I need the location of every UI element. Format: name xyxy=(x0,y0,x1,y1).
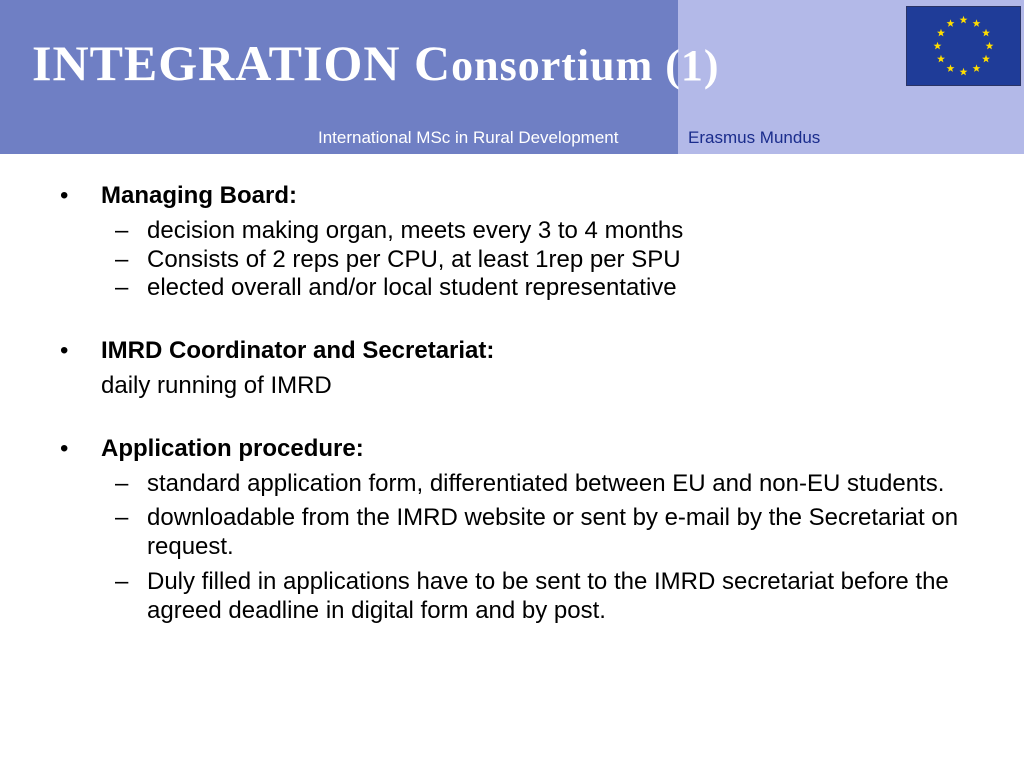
bullet-heading: IMRD Coordinator and Secretariat: xyxy=(101,337,495,365)
bullet-heading: Application procedure: xyxy=(101,434,364,462)
list-item xyxy=(60,274,960,303)
dash: – xyxy=(115,216,129,244)
dash: – xyxy=(115,504,129,532)
slide-title xyxy=(32,35,720,91)
program-name: International MSc in Rural Development xyxy=(318,128,619,147)
list-item xyxy=(60,568,960,626)
list-item-text: Consists of 2 reps per CPU, at least 1rep per SPU xyxy=(147,245,681,273)
bullet-managing-board xyxy=(60,182,960,211)
eu-flag-graphic xyxy=(907,7,1020,85)
bullet-heading: Managing Board: xyxy=(101,182,297,209)
list-item-text: elected overall and/or local student representative xyxy=(147,274,677,302)
dash: – xyxy=(115,245,129,273)
coordinator-text: daily running of IMRD xyxy=(101,371,332,399)
bullet-dot: • xyxy=(60,434,69,462)
list-item xyxy=(60,246,960,275)
bullet-dot: • xyxy=(60,182,69,209)
bullet-application xyxy=(60,435,960,464)
dash: – xyxy=(115,274,129,302)
dash: – xyxy=(115,567,129,595)
list-item-text: downloadable from the IMRD website or sent by e-mail by the Secretariat on request. xyxy=(147,504,959,561)
list-item-text: decision making organ, meets every 3 to 4 months xyxy=(147,216,684,244)
list-item-text: Duly filled in applications have to be sent to the IMRD secretariat before the agreed deadline in digital form and by post. xyxy=(147,567,949,624)
list-item xyxy=(60,504,960,562)
list-item xyxy=(60,470,960,499)
programme-brand: Erasmus Mundus xyxy=(688,128,821,147)
dash: – xyxy=(115,469,129,497)
bullet-dot: • xyxy=(60,337,69,365)
eu-flag-icon xyxy=(906,6,1021,86)
title-rest: onsortium (1) xyxy=(451,41,720,90)
spacer xyxy=(60,401,960,435)
list-item-text: standard application form, differentiated between EU and non-EU students. xyxy=(147,469,945,497)
spacer xyxy=(60,303,960,337)
list-item xyxy=(60,217,960,246)
title-main: INTEGRATION C xyxy=(32,35,452,91)
bullet-coordinator xyxy=(60,337,960,366)
slide-body xyxy=(60,182,960,626)
